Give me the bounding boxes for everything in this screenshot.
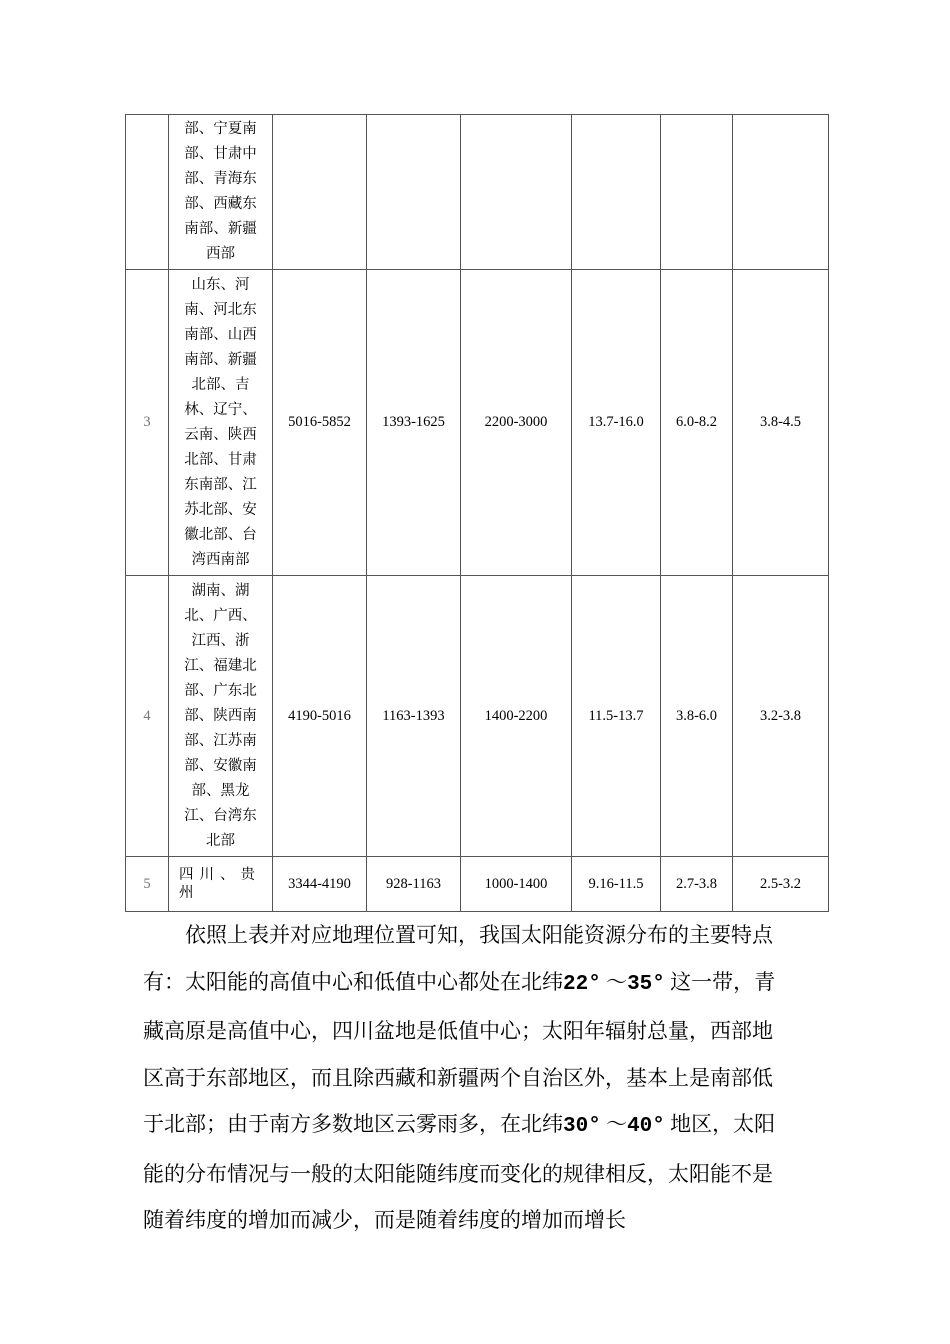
solar-resource-table-container (125, 114, 828, 912)
value-cell: 3.2-3.8 (733, 576, 829, 857)
region-line: 四川、贵 (179, 867, 261, 883)
region-line: 云南、陕西 (184, 426, 257, 443)
text-run: 藏高原是高值中心，四川盆地是低值中心；太阳年辐射总量，西部地 (143, 1019, 773, 1043)
region-cell (169, 115, 273, 270)
daily-radiation-mj-cell (572, 115, 661, 270)
latitude-value: 35° (627, 972, 665, 996)
region-line: 湖南、湖 (191, 582, 250, 599)
daily-radiation-kwh-cell (661, 115, 733, 270)
sunshine-hours-cell: 1400-2200 (461, 576, 572, 857)
annual-radiation-kwh-cell (367, 115, 461, 270)
text-run: 于北部；由于南方多数地区云雾雨多，在北纬 (143, 1112, 563, 1136)
daily-radiation-mj-cell: 9.16-11.5 (572, 857, 661, 912)
value-cell: 3.8-4.5 (733, 270, 829, 576)
region-line: 北部 (206, 832, 235, 849)
paragraph-line (143, 1055, 815, 1102)
text-run: ～ (600, 969, 628, 994)
solar-resource-table (125, 114, 829, 912)
daily-radiation-mj-cell: 13.7-16.0 (572, 270, 661, 576)
region-line: 部、广东北 (184, 682, 257, 699)
region-line: 江、福建北 (184, 657, 257, 674)
annual-radiation-mj-cell: 5016-5852 (273, 270, 367, 576)
region-line: 江、台湾东 (184, 807, 257, 824)
region-line: 部、江苏南 (184, 732, 257, 749)
region-line: 北部、甘肃 (184, 451, 257, 468)
daily-radiation-kwh-cell: 6.0-8.2 (661, 270, 733, 576)
region-line: 部、青海东 (184, 171, 257, 187)
table-row (126, 115, 829, 270)
region-cell (169, 270, 273, 576)
table-row (126, 857, 829, 912)
region-line: 部、黑龙 (191, 782, 250, 799)
text-run: ～ (600, 1112, 628, 1136)
paragraph-line (143, 1008, 815, 1055)
text-run: 有：太阳能的高值中心和低值中心都处在北纬 (143, 969, 563, 994)
paragraph-line (143, 959, 815, 1009)
sunshine-hours-cell (461, 115, 572, 270)
region-line: 林、辽宁、 (184, 401, 257, 418)
annual-radiation-kwh-cell: 928-1163 (367, 857, 461, 912)
region-line: 部、安徽南 (184, 757, 257, 774)
value-cell (733, 115, 829, 270)
sunshine-hours-cell: 1000-1400 (461, 857, 572, 912)
latitude-value: 40° (627, 1115, 665, 1138)
region-line: 北、广西、 (184, 607, 257, 624)
region-line: 南部、新疆 (184, 351, 257, 368)
paragraph-line (143, 1101, 815, 1151)
text-run: 依照上表并对应地理位置可知，我国太阳能资源分布的主要特点 (185, 923, 773, 947)
annual-radiation-mj-cell: 4190-5016 (273, 576, 367, 857)
text-run: 地区，太阳 (664, 1112, 776, 1136)
annual-radiation-kwh-cell: 1163-1393 (367, 576, 461, 857)
row-index: 4 (126, 576, 169, 857)
daily-radiation-kwh-cell: 3.8-6.0 (661, 576, 733, 857)
region-line: 南部、山西 (184, 326, 257, 343)
row-index: 5 (126, 857, 169, 912)
region-cell (169, 857, 273, 912)
region-line: 部、陕西南 (184, 707, 257, 724)
table-row (126, 270, 829, 576)
region-line: 部、宁夏南 (184, 121, 257, 137)
text-run: 这一带，青 (664, 969, 776, 994)
region-line: 部、甘肃中 (184, 146, 257, 162)
region-line: 南、河北东 (184, 301, 257, 318)
annual-radiation-mj-cell: 3344-4190 (273, 857, 367, 912)
region-line: 南部、新疆 (184, 221, 257, 237)
text-run: 能的分布情况与一般的太阳能随纬度而变化的规律相反，太阳能不是 (143, 1161, 773, 1186)
text-run: 区高于东部地区，而且除西藏和新疆两个自治区外，基本上是南部低 (143, 1065, 773, 1090)
text-run: 随着纬度的增加而减少，而是随着纬度的增加而增长 (143, 1208, 626, 1232)
region-line: 部、西藏东 (184, 196, 257, 212)
daily-radiation-mj-cell: 11.5-13.7 (572, 576, 661, 857)
paragraph-line (143, 1151, 815, 1198)
region-line: 江西、浙 (191, 632, 250, 649)
region-cell (169, 576, 273, 857)
annual-radiation-kwh-cell: 1393-1625 (367, 270, 461, 576)
paragraph-line (143, 1197, 815, 1244)
table-row (126, 576, 829, 857)
value-cell: 2.5-3.2 (733, 857, 829, 912)
daily-radiation-kwh-cell: 2.7-3.8 (661, 857, 733, 912)
annual-radiation-mj-cell (273, 115, 367, 270)
row-index (126, 115, 169, 270)
sunshine-hours-cell: 2200-3000 (461, 270, 572, 576)
region-line: 湾西南部 (191, 551, 250, 568)
region-line: 山东、河 (191, 276, 250, 293)
region-line: 西部 (206, 246, 235, 262)
latitude-value: 22° (563, 972, 601, 996)
region-line: 北部、吉 (191, 376, 250, 393)
paragraph-line (143, 912, 815, 959)
body-paragraph (143, 912, 815, 1244)
latitude-value: 30° (563, 1115, 601, 1138)
region-line: 苏北部、安 (184, 501, 257, 518)
region-line: 徽北部、台 (184, 526, 257, 543)
region-line: 东南部、江 (184, 476, 257, 493)
row-index: 3 (126, 270, 169, 576)
region-line: 州 (179, 885, 200, 901)
